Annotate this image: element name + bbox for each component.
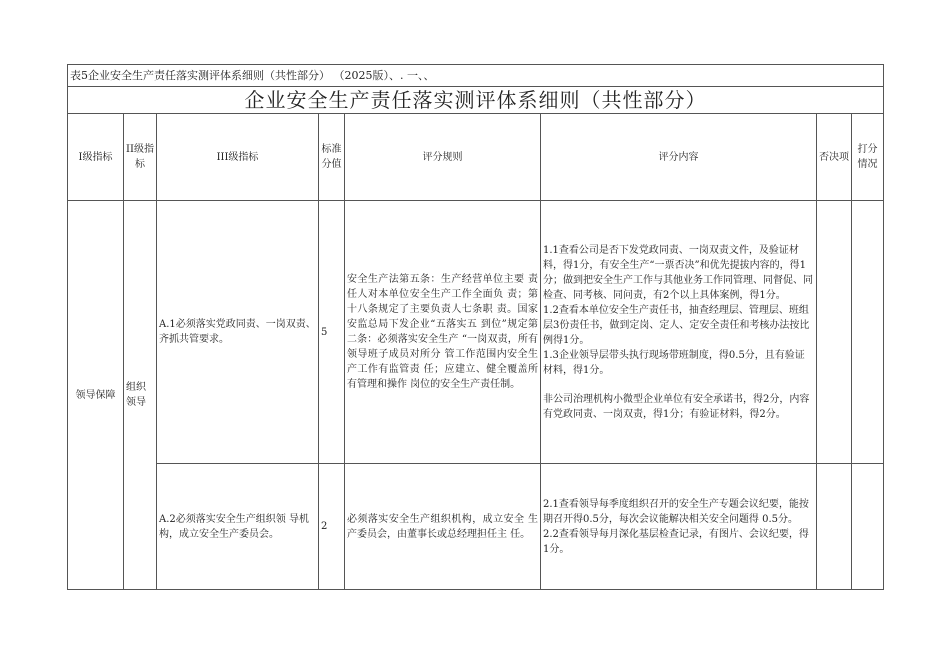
content-item: 2.1查看领导每季度组织召开的安全生产专题会议纪要，能按期召开得0.5分，每次会议能解决相关安全问题得 0.5分。 [543, 498, 809, 525]
level3-cell: A.1必须落实党政同责、一岗双责、齐抓共管要求。 [157, 201, 319, 464]
header-row [68, 114, 884, 201]
table-row [68, 464, 884, 590]
score-cell: 5 [319, 201, 345, 464]
content-cell [541, 464, 817, 590]
table-caption: 表5企业安全生产责任落实测评体系细则（共性部分） （2025版）、. 一、、 [68, 65, 884, 87]
veto-cell [817, 464, 852, 590]
level3-cell: A.2必须落实安全生产组织领 导机构，成立安全生产委员会。 [157, 464, 319, 590]
rules-cell: 必须落实安全生产组织机构，成立安全 生产委员会，由董事长或总经理担任主 任。 [345, 464, 541, 590]
score-cell: 2 [319, 464, 345, 590]
mark-cell [852, 464, 884, 590]
content-item: 1.1查看公司是否下发党政同责、一岗双责文件，及验证材料，得1分，有安全生产“一票否决”和优先提拔内容的，得1分；做到把安全生产工作与其他业务工作同管理、同督促、同检查、同考核、同问责，有2个以上具体案例，得1分。 [543, 244, 813, 301]
content-item: 1.2查看本单位安全生产责任书，抽查经理层、管理层、班组层3份责任书，做到定岗、定人、定安全责任和考核办法按比例得1分。 [543, 304, 810, 346]
rules-cell: 安全生产法第五条：生产经营单位主要 责任人对本单位安全生产工作全面负 责；第十八条规定了主要负责人七条职 责。国家安监总局下发企业“五落实五 到位”规定第二条：必须落实安全生产 “一岗双责，所有领导班子成员对所分 管工作范围内安全生产工作有监管责 任；应建立、健全覆盖所有管理和操作 岗位的安全生产责任制。 [345, 201, 541, 464]
header-mark: 打分情况 [852, 114, 884, 201]
document-sheet [67, 64, 883, 590]
content-spacer [543, 378, 814, 392]
caption-row [68, 65, 884, 87]
level2-cell: 组织领导 [124, 201, 157, 590]
header-veto: 否决项 [817, 114, 852, 201]
mark-cell [852, 201, 884, 464]
document-title: 企业安全生产责任落实测评体系细则（共性部分） [68, 87, 884, 114]
level1-cell: 领导保障 [68, 201, 124, 590]
header-rules: 评分规则 [345, 114, 541, 201]
evaluation-table [67, 64, 884, 590]
content-item: 2.2查看领导每月深化基层检查记录，有图片、会议纪要，得1分。 [543, 528, 809, 555]
title-row [68, 87, 884, 114]
content-item: 1.3企业领导层带头执行现场带班制度，得0.5分，且有验证材料，得1分。 [543, 349, 805, 376]
header-level3: III级指标 [157, 114, 319, 201]
content-cell [541, 201, 817, 464]
veto-cell [817, 201, 852, 464]
header-content: 评分内容 [541, 114, 817, 201]
header-level1: I级指标 [68, 114, 124, 201]
table-row [68, 201, 884, 464]
header-level2: II级指标 [124, 114, 157, 201]
header-score: 标准分值 [319, 114, 345, 201]
content-item: 非公司治理机构小微型企业单位有安全承诺书，得2分，内容有党政同责、一岗双责，得1分；有验证材料，得2分。 [543, 393, 810, 420]
